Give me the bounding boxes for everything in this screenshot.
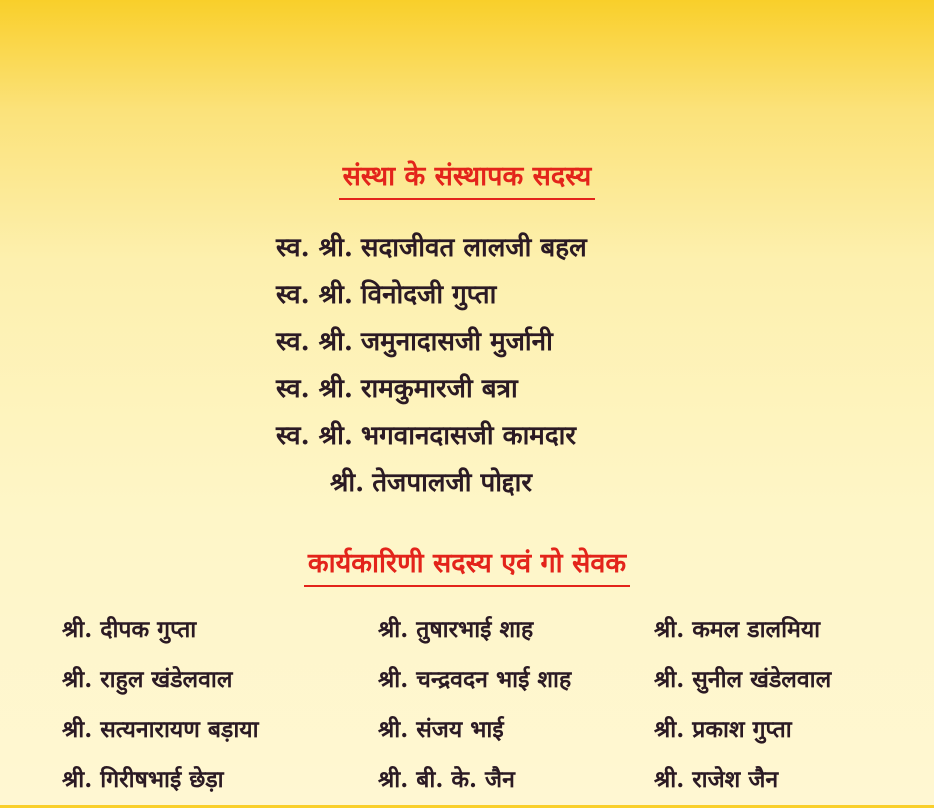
- founders-heading-text: संस्था के संस्थापक सदस्य: [339, 160, 596, 200]
- member-item: श्री. राहुल खंडेलवाल: [62, 666, 233, 693]
- founder-prefix: स्व. श्री.: [276, 374, 353, 404]
- member-item: श्री. कमल डालमिया: [654, 616, 821, 643]
- members-column-1: [62, 608, 259, 808]
- member-item: श्री. गिरीषभाई छेड़ा: [62, 766, 224, 793]
- member-item: श्री. बी. के. जैन: [378, 766, 515, 793]
- founder-prefix: श्री.: [330, 468, 365, 498]
- founder-prefix: स्व. श्री.: [276, 421, 353, 451]
- members-column-2: [378, 608, 571, 808]
- founders-list: [276, 228, 696, 510]
- founders-heading: [0, 160, 934, 200]
- members-grid: [0, 608, 934, 805]
- founder-name: जमुनादासजी मुर्जानी: [360, 327, 553, 357]
- member-item: श्री. तुषारभाई शाह: [378, 616, 534, 643]
- founder-name: रामकुमारजी बत्रा: [360, 374, 518, 404]
- founder-item: [276, 322, 696, 369]
- founder-item: [276, 463, 696, 510]
- founder-name: विनोदजी गुप्ता: [360, 280, 497, 310]
- member-item: श्री. सुनील खंडेलवाल: [654, 666, 832, 693]
- founder-prefix: स्व. श्री.: [276, 280, 353, 310]
- committee-heading: [0, 547, 934, 587]
- founder-prefix: स्व. श्री.: [276, 327, 353, 357]
- founder-item: [276, 228, 696, 275]
- founder-prefix: स्व. श्री.: [276, 233, 353, 263]
- founder-item: [276, 416, 696, 463]
- member-item: श्री. राजेश जैन: [654, 766, 779, 793]
- founder-name: तेजपालजी पोद्दार: [372, 468, 532, 498]
- committee-heading-text: कार्यकारिणी सदस्य एवं गो सेवक: [304, 547, 630, 587]
- member-item: श्री. संजय भाई: [378, 716, 504, 743]
- founder-item: [276, 369, 696, 416]
- member-item: श्री. चन्द्रवदन भाई शाह: [378, 666, 572, 693]
- founder-item: [276, 275, 696, 322]
- member-item: श्री. सत्यनारायण बड़ाया: [62, 716, 259, 743]
- members-column-3: [654, 608, 831, 808]
- member-item: श्री. दीपक गुप्ता: [62, 616, 197, 643]
- founder-name: भगवानदासजी कामदार: [360, 421, 577, 451]
- member-item: श्री. प्रकाश गुप्ता: [654, 716, 792, 743]
- founder-name: सदाजीवत लालजी बहल: [360, 233, 587, 263]
